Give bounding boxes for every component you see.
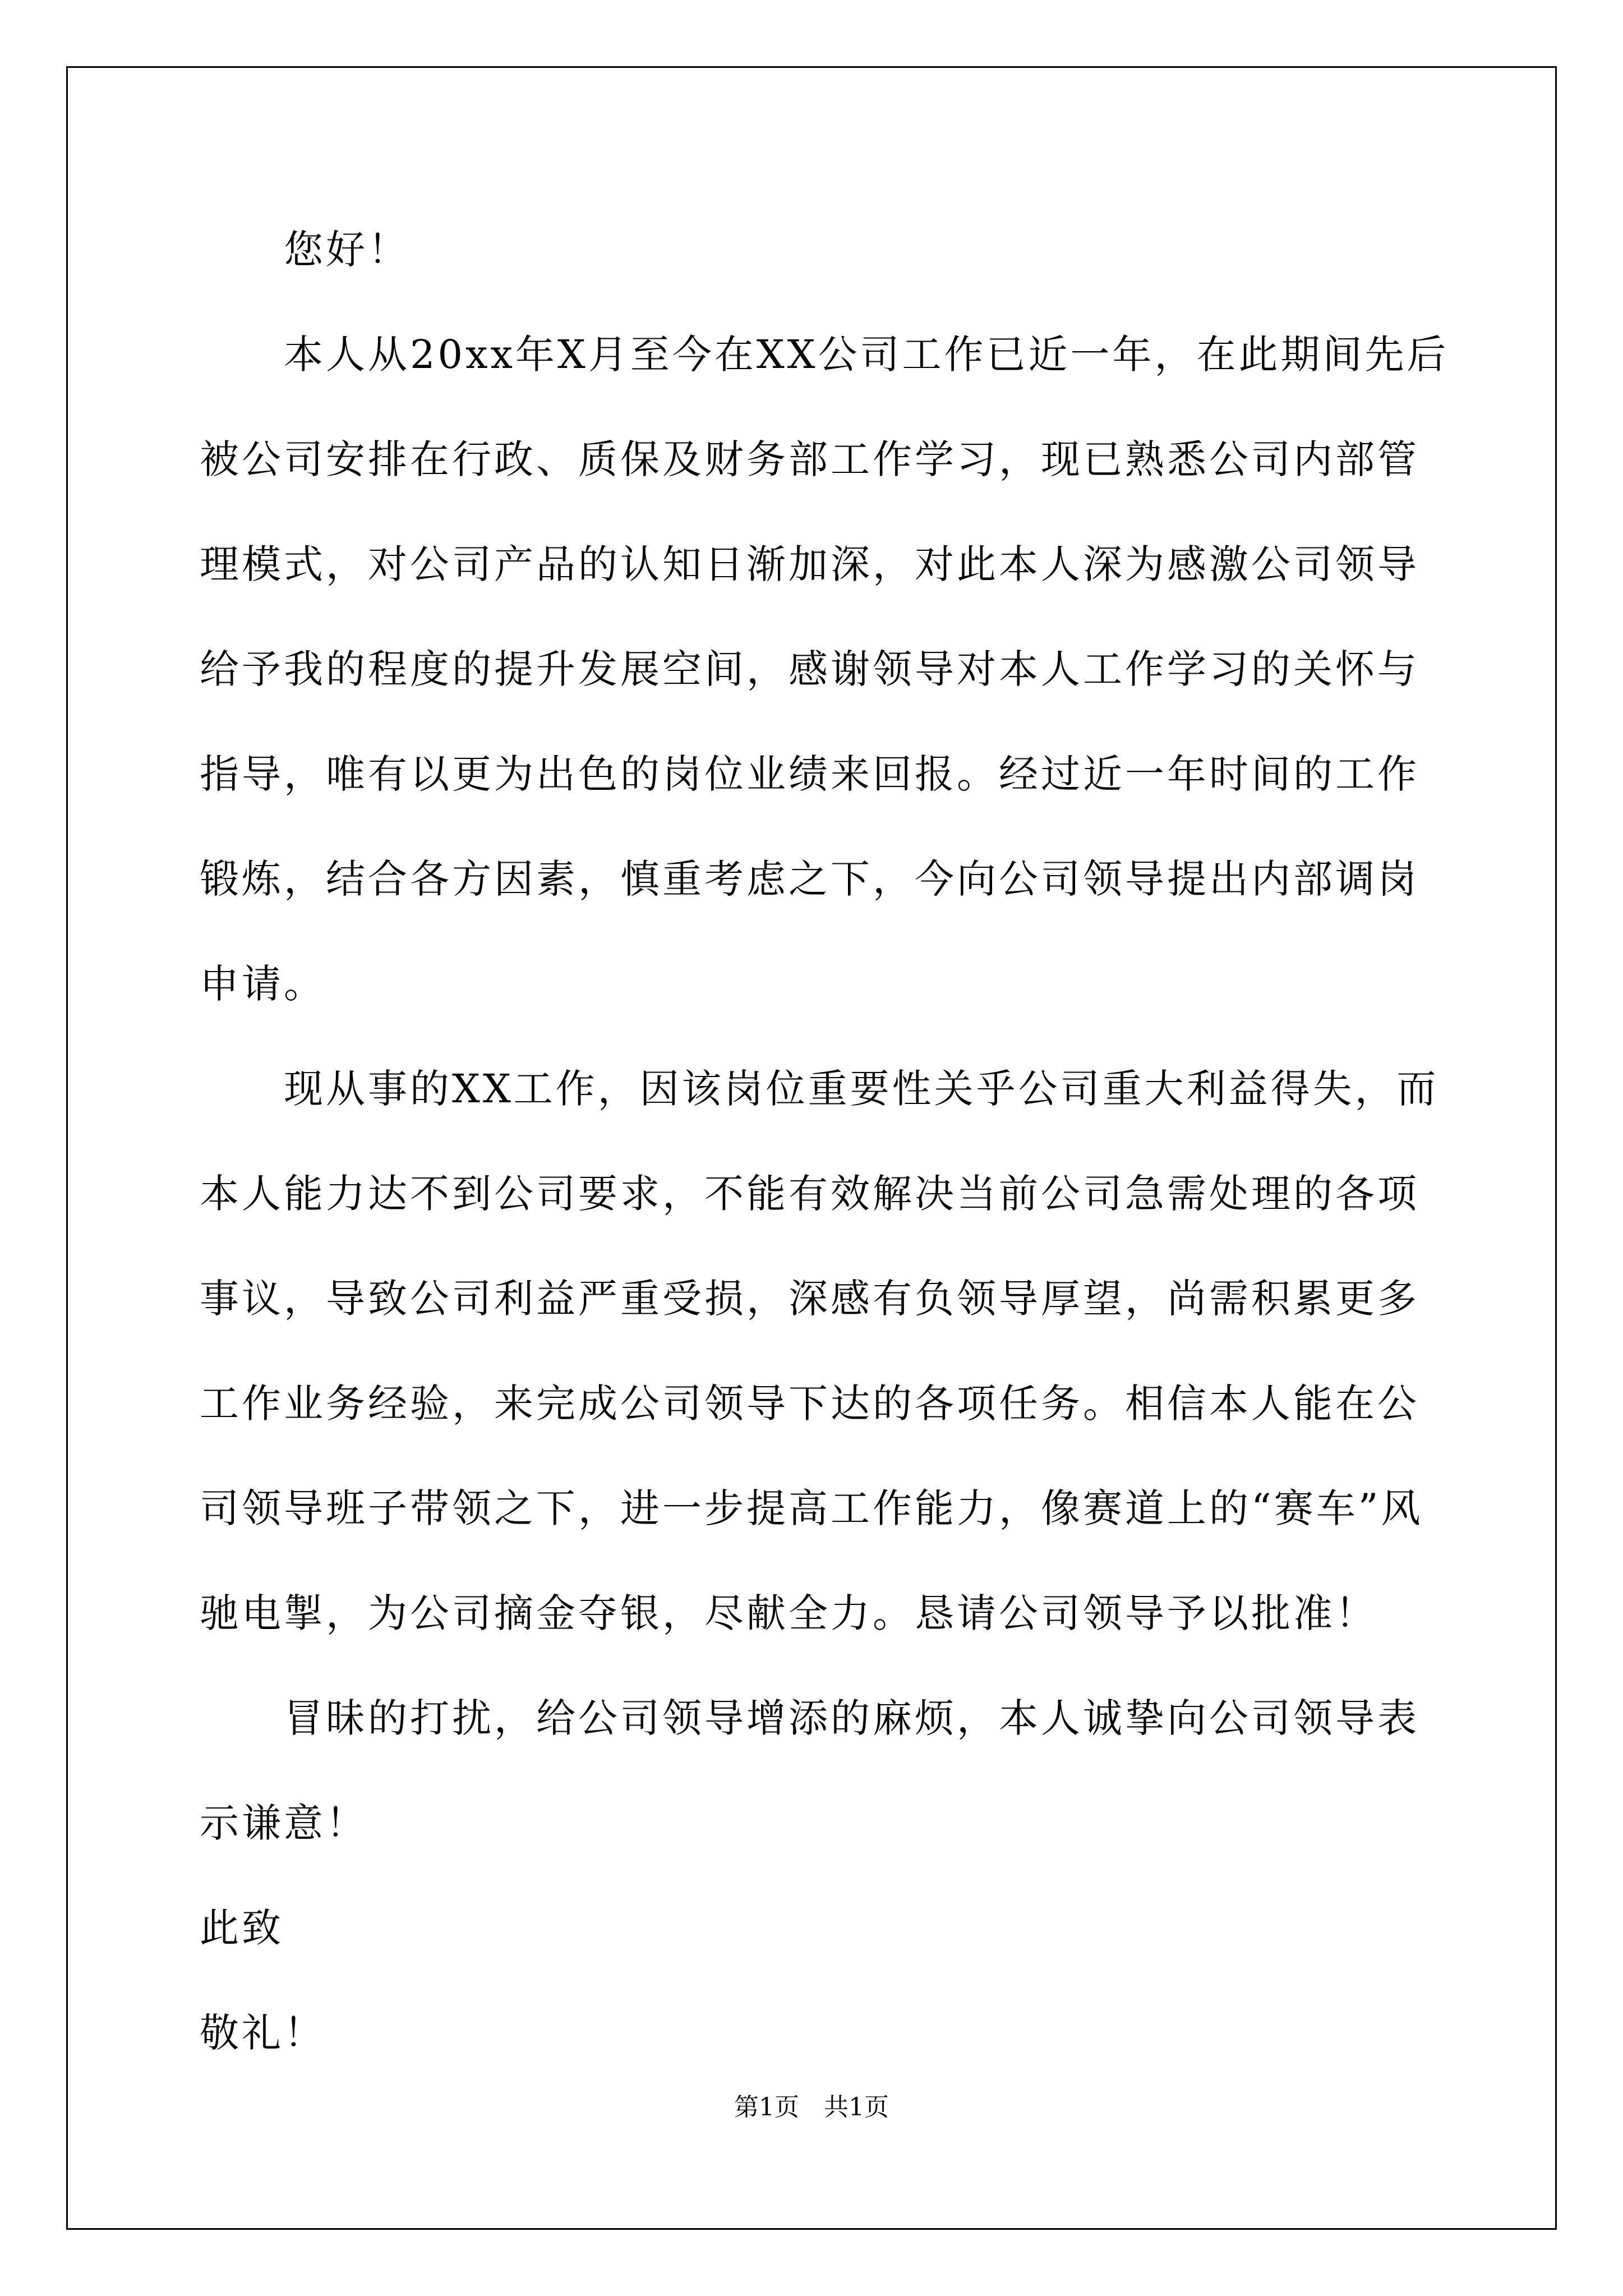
letter-body [200,197,1457,2086]
paragraph-1: 本人从20xx年X月至今在XX公司工作已近一年，在此期间先后被公司安排在行政、质保及财务部工作学习，现已熟悉公司内部管理模式，对公司产品的认知日渐加深，对此本人深为感激公司领导给予我的程度的提升发展空间，感谢领导对本人工作学习的关怀与指导，唯有以更为出色的岗位业绩来回报。经过近一年时间的工作锻炼，结合各方因素，慎重考虑之下，今向公司领导提出内部调岗申请。 [200,332,1449,1007]
paragraph-3: 冒昧的打扰，给公司领导增添的麻烦，本人诚挚向公司领导表示谦意！ [200,1695,1419,1846]
greeting: 您好！ [284,227,410,273]
page-number: 第1页 共1页 [734,2093,889,2122]
closing-regards: 敬礼！ [200,2010,326,2056]
paragraph-2: 现从事的XX工作，因该岗位重要性关乎公司重大利益得失，而本人能力达不到公司要求，不能有效解决当前公司急需处理的各项事议，导致公司利益严重受损，深感有负领导厚望，尚需积累更多工作业务经验，来完成公司领导下达的各项任务。相信本人能在公司领导班子带领之下，进一步提高工作能力，像赛道上的“赛车”风驰电掣，为公司摘金夺银，尽献全力。恳请公司领导予以批准！ [200,1066,1439,1636]
closing-salutation: 此致 [200,1905,284,1951]
